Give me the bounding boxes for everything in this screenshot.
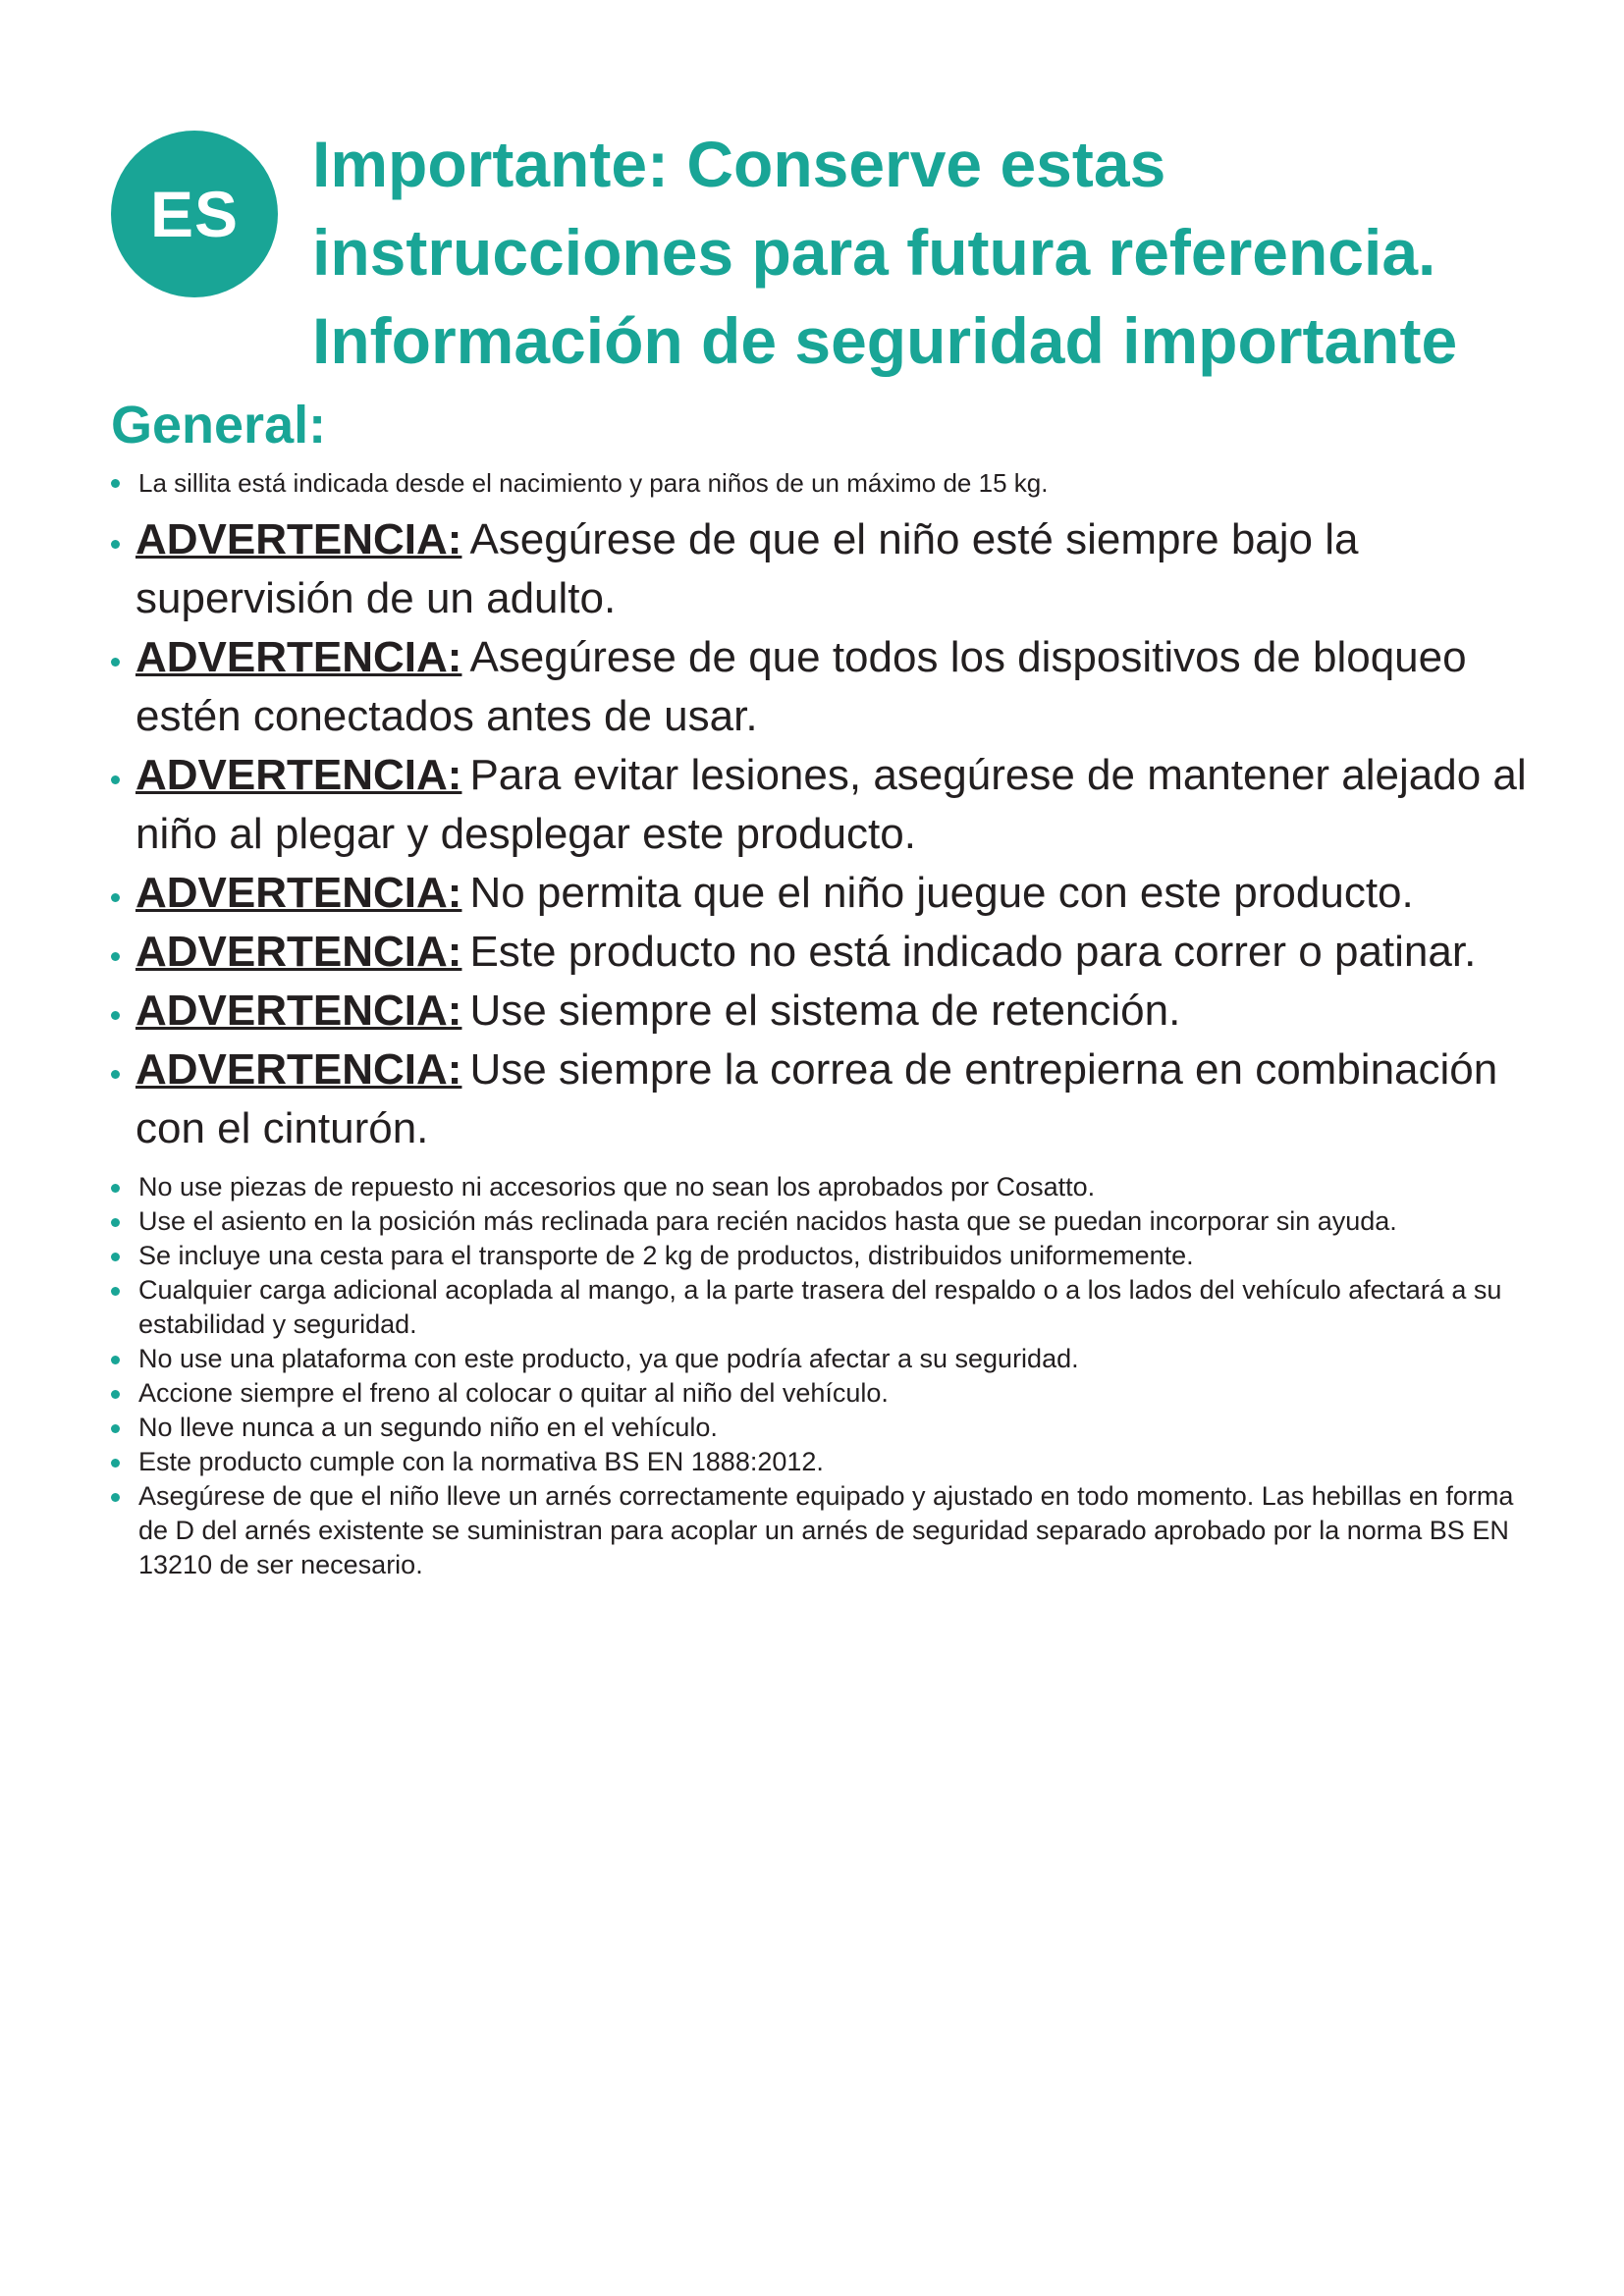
warning-item xyxy=(111,510,1535,628)
bullet-icon xyxy=(111,1184,120,1193)
note-text: Asegúrese de que el niño lleve un arnés correctamente equipado y ajustado en todo momento. Las hebillas en forma de D del arnés existente se suministran para acoplar un arnés de seguridad separado aprobado por la norma BS EN 13210 de ser necesario. xyxy=(138,1481,1514,1579)
warning-item xyxy=(111,982,1535,1041)
bullet-icon xyxy=(111,658,120,667)
bullet-icon xyxy=(111,1390,120,1399)
note-text: No use piezas de repuesto ni accesorios que no sean los aprobados por Cosatto. xyxy=(138,1172,1096,1201)
warning-text: Asegúrese de que todos los dispositivos de bloqueo estén conectados antes de usar. xyxy=(135,633,1467,740)
warning-item xyxy=(111,628,1535,746)
note-item xyxy=(111,1411,1535,1445)
note-text: Cualquier carga adicional acoplada al mango, a la parte trasera del respaldo o a los lados del vehículo afectará a su estabilidad y seguridad. xyxy=(138,1275,1502,1339)
bullet-icon xyxy=(111,1459,120,1468)
warning-text: Asegúrese de que el niño esté siempre bajo la supervisión de un adulto. xyxy=(135,515,1359,622)
page-title xyxy=(312,120,1589,385)
warning-text: Para evitar lesiones, asegúrese de mantener alejado al niño al plegar y desplegar este producto. xyxy=(135,751,1527,858)
language-badge xyxy=(111,131,278,297)
list-item-text: La sillita está indicada desde el nacimiento y para niños de un máximo de 15 kg. xyxy=(138,468,1049,498)
warning-label: ADVERTENCIA: xyxy=(135,987,462,1035)
warning-label: ADVERTENCIA: xyxy=(135,633,462,681)
note-text: Se incluye una cesta para el transporte de 2 kg de productos, distribuidos uniformemente. xyxy=(138,1241,1194,1270)
note-item xyxy=(111,1170,1535,1204)
title-line-2: instrucciones para futura referencia. xyxy=(312,216,1436,289)
note-text: Este producto cumple con la normativa BS EN 1888:2012. xyxy=(138,1447,824,1476)
bullet-icon xyxy=(111,479,120,488)
bullet-icon xyxy=(111,952,120,961)
warning-text: Use siempre la correa de entrepierna en combinación con el cinturón. xyxy=(135,1045,1498,1152)
warning-label: ADVERTENCIA: xyxy=(135,1045,462,1094)
warning-item xyxy=(111,923,1535,982)
bullet-icon xyxy=(111,540,120,549)
bullet-icon xyxy=(111,893,120,902)
note-item xyxy=(111,1479,1535,1582)
title-line-1: Importante: Conserve estas xyxy=(312,128,1166,200)
bullet-icon xyxy=(111,1070,120,1079)
language-badge-label: ES xyxy=(149,178,240,250)
warning-item xyxy=(111,1041,1535,1158)
warning-item xyxy=(111,746,1535,864)
bullet-icon xyxy=(111,1493,120,1502)
note-text: No lleve nunca a un segundo niño en el vehículo. xyxy=(138,1413,718,1442)
warning-label: ADVERTENCIA: xyxy=(135,751,462,799)
warning-text: No permita que el niño juegue con este producto. xyxy=(469,869,1414,917)
note-text: Accione siempre el freno al colocar o quitar al niño del vehículo. xyxy=(138,1378,889,1408)
note-item xyxy=(111,1376,1535,1411)
note-item xyxy=(111,1273,1535,1342)
warning-text: Use siempre el sistema de retención. xyxy=(469,987,1181,1035)
notes-list xyxy=(111,1170,1535,1582)
bullet-icon xyxy=(111,1011,120,1020)
note-item xyxy=(111,1204,1535,1239)
bullet-icon xyxy=(111,775,120,784)
note-item xyxy=(111,1342,1535,1376)
warning-list xyxy=(111,510,1535,1158)
bullet-icon xyxy=(111,1218,120,1227)
note-text: Use el asiento en la posición más reclinada para recién nacidos hasta que se puedan incorporar sin ayuda. xyxy=(138,1206,1397,1236)
warning-label: ADVERTENCIA: xyxy=(135,869,462,917)
warning-item xyxy=(111,864,1535,923)
title-line-3: Información de seguridad importante xyxy=(312,304,1458,377)
note-item xyxy=(111,1445,1535,1479)
section-heading-general: General: xyxy=(111,396,327,454)
bullet-icon xyxy=(111,1424,120,1433)
bullet-icon xyxy=(111,1356,120,1364)
warning-label: ADVERTENCIA: xyxy=(135,928,462,976)
bullet-icon xyxy=(111,1287,120,1296)
warning-text: Este producto no está indicado para correr o patinar. xyxy=(469,928,1477,976)
warning-label: ADVERTENCIA: xyxy=(135,515,462,563)
bullet-icon xyxy=(111,1253,120,1261)
note-item xyxy=(111,1239,1535,1273)
list-item xyxy=(111,463,1535,503)
note-text: No use una plataforma con este producto, ya que podría afectar a su seguridad. xyxy=(138,1344,1079,1373)
general-intro-list xyxy=(111,463,1535,503)
